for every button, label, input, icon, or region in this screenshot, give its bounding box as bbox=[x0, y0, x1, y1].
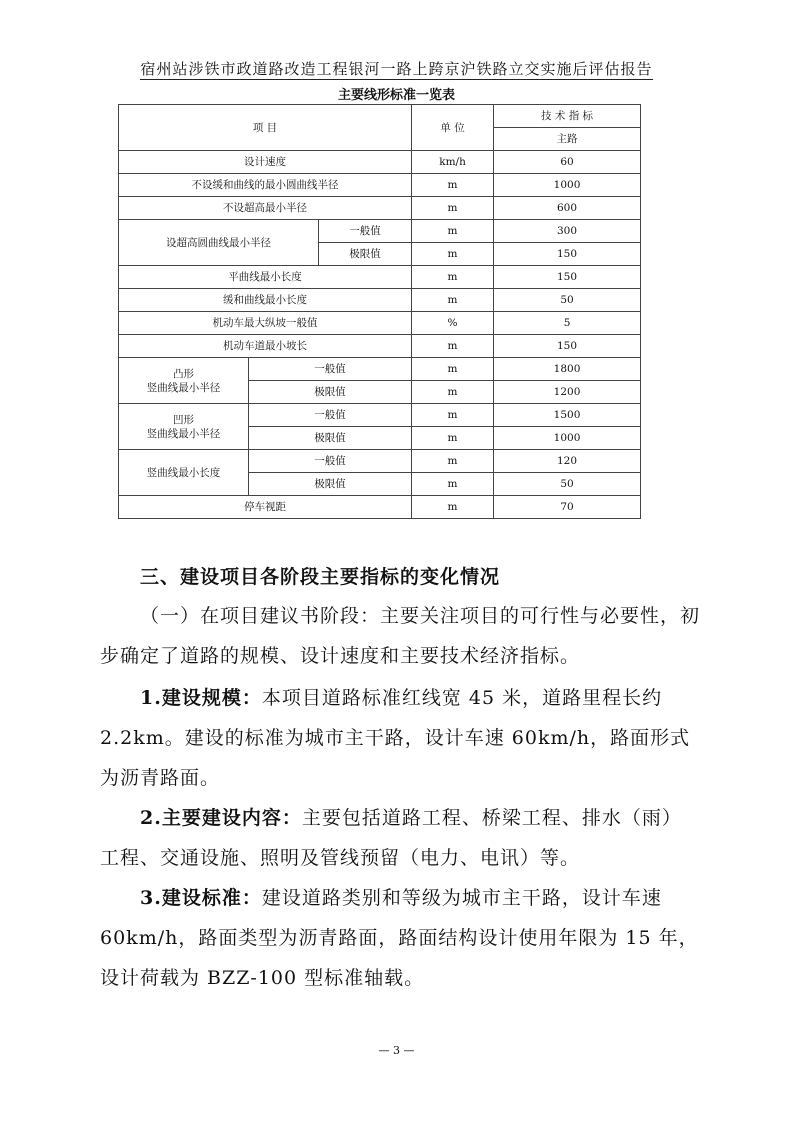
table-row bbox=[119, 174, 641, 197]
row-unit: m bbox=[412, 243, 494, 266]
paragraph-construction-standard bbox=[100, 878, 700, 998]
row-label: 凸形 竖曲线最小半径 bbox=[119, 358, 249, 404]
row-sublabel: 一般值 bbox=[249, 404, 412, 427]
row-label: 机动车最大纵坡一般值 bbox=[119, 312, 412, 335]
paragraph-construction-scale bbox=[100, 678, 700, 798]
header-tech: 技 术 指 标 bbox=[494, 105, 641, 128]
row-sublabel: 一般值 bbox=[249, 450, 412, 473]
row-sublabel: 极限值 bbox=[249, 381, 412, 404]
row-unit: m bbox=[412, 197, 494, 220]
page-number: — 3 — bbox=[378, 1044, 415, 1057]
row-unit: m bbox=[412, 289, 494, 312]
header-unit: 单 位 bbox=[412, 105, 494, 151]
row-unit: m bbox=[412, 427, 494, 450]
table-title: 主要线形标准一览表 bbox=[337, 88, 455, 103]
row-value: 600 bbox=[494, 197, 641, 220]
paragraph-proposal-stage: （一）在项目建议书阶段：主要关注项目的可行性与必要性，初步确定了道路的规模、设计速度和主要技术经济指标。 bbox=[100, 605, 701, 667]
row-label: 机动车道最小坡长 bbox=[119, 335, 412, 358]
row-unit: m bbox=[412, 381, 494, 404]
table-row bbox=[119, 151, 641, 174]
row-label: 竖曲线最小长度 bbox=[119, 450, 249, 496]
row-unit: m bbox=[412, 473, 494, 496]
row-value: 70 bbox=[494, 496, 641, 519]
row-value: 150 bbox=[494, 335, 641, 358]
row-value: 60 bbox=[494, 151, 641, 174]
row-label: 缓和曲线最小长度 bbox=[119, 289, 412, 312]
row-sublabel: 极限值 bbox=[249, 473, 412, 496]
row-unit: m bbox=[412, 174, 494, 197]
row-label: 平曲线最小长度 bbox=[119, 266, 412, 289]
table-row bbox=[119, 496, 641, 519]
header-item: 项 目 bbox=[119, 105, 412, 151]
row-label: 凹形 竖曲线最小半径 bbox=[119, 404, 249, 450]
table-row bbox=[119, 266, 641, 289]
row-unit: m bbox=[412, 450, 494, 473]
section-heading: 三、建设项目各阶段主要指标的变化情况 bbox=[140, 566, 501, 588]
row-value: 1000 bbox=[494, 174, 641, 197]
paragraph-body: 本项目道路标准红线宽 45 米，道路里程长约 2.2km。建设的标准为城市主干路，设计车速 60km/h，路面形式为沥青路面。 bbox=[100, 687, 691, 789]
alignment-standards-table bbox=[118, 104, 641, 519]
row-value: 120 bbox=[494, 450, 641, 473]
table-row bbox=[119, 335, 641, 358]
row-label: 不设缓和曲线的最小圆曲线半径 bbox=[119, 174, 412, 197]
row-label: 不设超高最小半径 bbox=[119, 197, 412, 220]
row-value: 1800 bbox=[494, 358, 641, 381]
row-sublabel: 一般值 bbox=[249, 358, 412, 381]
table-row bbox=[119, 312, 641, 335]
row-value: 5 bbox=[494, 312, 641, 335]
table-row bbox=[119, 358, 641, 381]
row-unit: m bbox=[412, 266, 494, 289]
row-label: 设计速度 bbox=[119, 151, 412, 174]
table-row bbox=[119, 197, 641, 220]
row-unit: km/h bbox=[412, 151, 494, 174]
row-value: 1500 bbox=[494, 404, 641, 427]
paragraph-main-content bbox=[100, 798, 700, 878]
row-value: 1000 bbox=[494, 427, 641, 450]
row-label: 设超高圆曲线最小半径 bbox=[119, 220, 319, 266]
running-header-text: 宿州站涉铁市政道路改造工程银河一路上跨京沪铁路立交实施后评估报告 bbox=[140, 60, 653, 78]
row-unit: m bbox=[412, 220, 494, 243]
table-row bbox=[119, 450, 641, 473]
row-value: 50 bbox=[494, 473, 641, 496]
row-label: 停车视距 bbox=[119, 496, 412, 519]
running-header bbox=[0, 58, 793, 79]
paragraph-lead: 1.建设规模： bbox=[140, 687, 262, 709]
paragraph-body: 主要包括道路工程、桥梁工程、排水（雨）工程、交通设施、照明及管线预留（电力、电讯）等。 bbox=[100, 807, 682, 869]
row-value: 1200 bbox=[494, 381, 641, 404]
table-row bbox=[119, 220, 641, 243]
row-unit: m bbox=[412, 496, 494, 519]
paragraph-lead: 3.建设标准： bbox=[140, 887, 262, 909]
paragraph-body: 建设道路类别和等级为城市主干路，设计车速 60km/h，路面类型为沥青路面，路面结构设计使用年限为 15 年，设计荷载为 BZZ-100 型标准轴载。 bbox=[100, 887, 699, 989]
header-main-road: 主路 bbox=[494, 128, 641, 151]
row-value: 300 bbox=[494, 220, 641, 243]
row-value: 50 bbox=[494, 289, 641, 312]
row-value: 150 bbox=[494, 266, 641, 289]
row-value: 150 bbox=[494, 243, 641, 266]
row-unit: % bbox=[412, 312, 494, 335]
row-unit: m bbox=[412, 335, 494, 358]
row-sublabel: 极限值 bbox=[319, 243, 412, 266]
row-unit: m bbox=[412, 404, 494, 427]
row-unit: m bbox=[412, 358, 494, 381]
table-row bbox=[119, 105, 641, 128]
table-row bbox=[119, 289, 641, 312]
paragraph-lead: 2.主要建设内容： bbox=[140, 807, 302, 829]
table-row bbox=[119, 404, 641, 427]
row-sublabel: 极限值 bbox=[249, 427, 412, 450]
row-sublabel: 一般值 bbox=[319, 220, 412, 243]
